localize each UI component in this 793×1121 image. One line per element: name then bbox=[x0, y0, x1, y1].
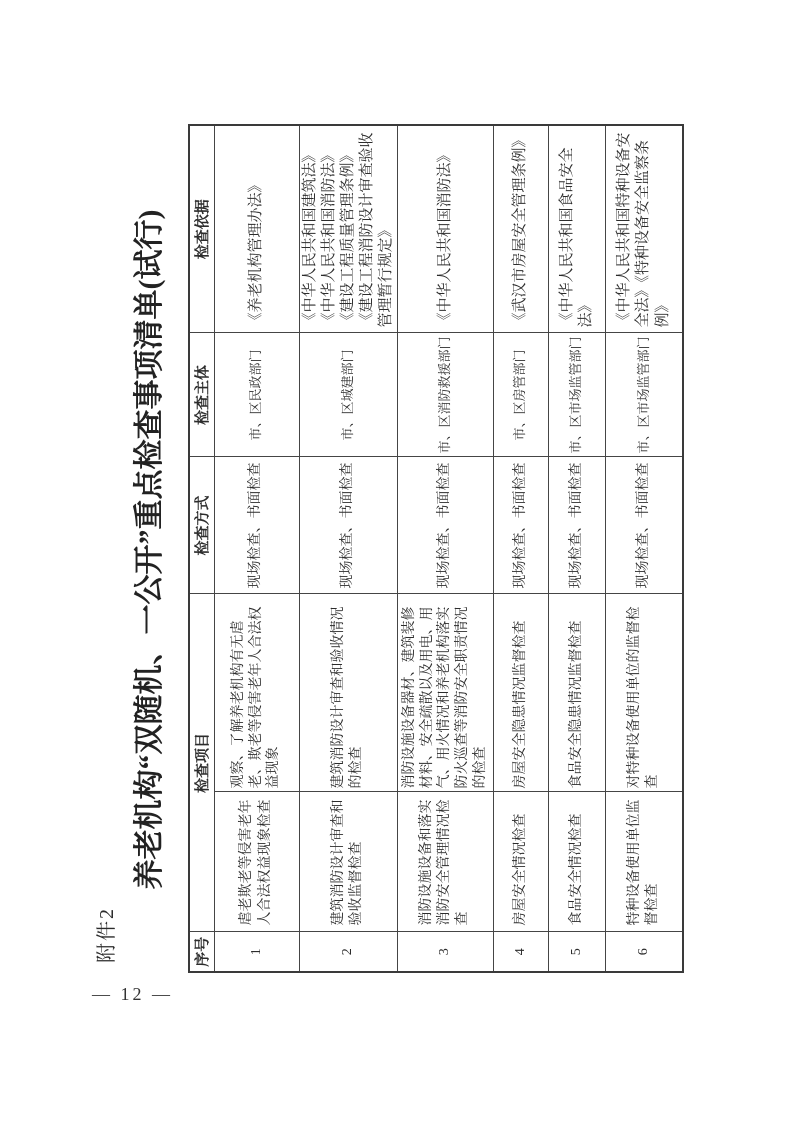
table-row bbox=[605, 125, 683, 972]
header-method: 检查方式 bbox=[189, 457, 214, 594]
cell-item-name: 特种设备使用单位监督检查 bbox=[605, 792, 683, 932]
table-row bbox=[397, 125, 493, 972]
cell-item-name: 房屋安全情况检查 bbox=[493, 792, 548, 932]
cell-basis: 《养老机构管理办法》 bbox=[214, 125, 299, 333]
cell-subject: 市、区民政部门 bbox=[214, 333, 299, 457]
cell-method: 现场检查、书面检查 bbox=[214, 457, 299, 594]
cell-no: 5 bbox=[548, 932, 605, 972]
cell-item-detail: 观察、了解养老机构有无虐老、欺老等侵害老年人合法权益现象 bbox=[214, 594, 299, 792]
attachment-label: 附件2 bbox=[96, 907, 118, 963]
table-header-row bbox=[189, 125, 214, 972]
cell-item-name: 食品安全情况检查 bbox=[548, 792, 605, 932]
cell-method: 现场检查、书面检查 bbox=[548, 457, 605, 594]
cell-basis: 《中华人民共和国特种设备安全法》《特种设备安全监察条例》 bbox=[605, 125, 683, 333]
cell-subject: 市、区市场监管部门 bbox=[548, 333, 605, 457]
cell-item-name: 建筑消防设计审查和验收监督检查 bbox=[299, 792, 397, 932]
cell-subject: 市、区消防救援部门 bbox=[397, 333, 493, 457]
cell-method: 现场检查、书面检查 bbox=[605, 457, 683, 594]
cell-method: 现场检查、书面检查 bbox=[493, 457, 548, 594]
cell-no: 4 bbox=[493, 932, 548, 972]
cell-no: 6 bbox=[605, 932, 683, 972]
cell-no: 3 bbox=[397, 932, 493, 972]
cell-subject: 市、区房管部门 bbox=[493, 333, 548, 457]
cell-no: 1 bbox=[214, 932, 299, 972]
cell-method: 现场检查、书面检查 bbox=[299, 457, 397, 594]
header-basis: 检查依据 bbox=[189, 125, 214, 333]
cell-item-detail: 建筑消防设计审查和验收情况的检查 bbox=[299, 594, 397, 792]
cell-item-name: 消防设施设备和落实消防安全管理情况检查 bbox=[397, 792, 493, 932]
cell-subject: 市、区城建部门 bbox=[299, 333, 397, 457]
header-subject: 检查主体 bbox=[189, 333, 214, 457]
cell-basis: 《中华人民共和国建筑法》《中华人民共和国消防法》《建设工程质量管理条例》《建设工程消防设计审查验收管理暂行规定》 bbox=[299, 125, 397, 333]
table-row bbox=[548, 125, 605, 972]
header-no: 序号 bbox=[189, 932, 214, 972]
inspection-table bbox=[188, 124, 684, 973]
cell-subject: 市、区市场监管部门 bbox=[605, 333, 683, 457]
cell-basis: 《中华人民共和国消防法》 bbox=[397, 125, 493, 333]
page-number: — 12 — bbox=[92, 984, 173, 1004]
cell-basis: 《武汉市房屋安全管理条例》 bbox=[493, 125, 548, 333]
cell-item-detail: 对特种设备使用单位的监督检查 bbox=[605, 594, 683, 792]
cell-method: 现场检查、书面检查 bbox=[397, 457, 493, 594]
document-title: 养老机构“双随机、一公开”重点检查事项清单(试行) bbox=[133, 209, 166, 890]
cell-item-name: 虐老欺老等侵害老年人合法权益现象检查 bbox=[214, 792, 299, 932]
table-row bbox=[493, 125, 548, 972]
cell-no: 2 bbox=[299, 932, 397, 972]
cell-item-detail: 食品安全隐患情况监督检查 bbox=[548, 594, 605, 792]
cell-basis: 《中华人民共和国食品安全法》 bbox=[548, 125, 605, 333]
table-row bbox=[299, 125, 397, 972]
header-item: 检查项目 bbox=[189, 594, 214, 932]
cell-item-detail: 房屋安全隐患情况监督检查 bbox=[493, 594, 548, 792]
table-row bbox=[214, 125, 299, 972]
cell-item-detail: 消防设施设备器材、建筑装修材料、安全疏散以及用电、用气、用火情况和养老机构落实防火巡查等消防安全职责情况的检查 bbox=[397, 594, 493, 792]
